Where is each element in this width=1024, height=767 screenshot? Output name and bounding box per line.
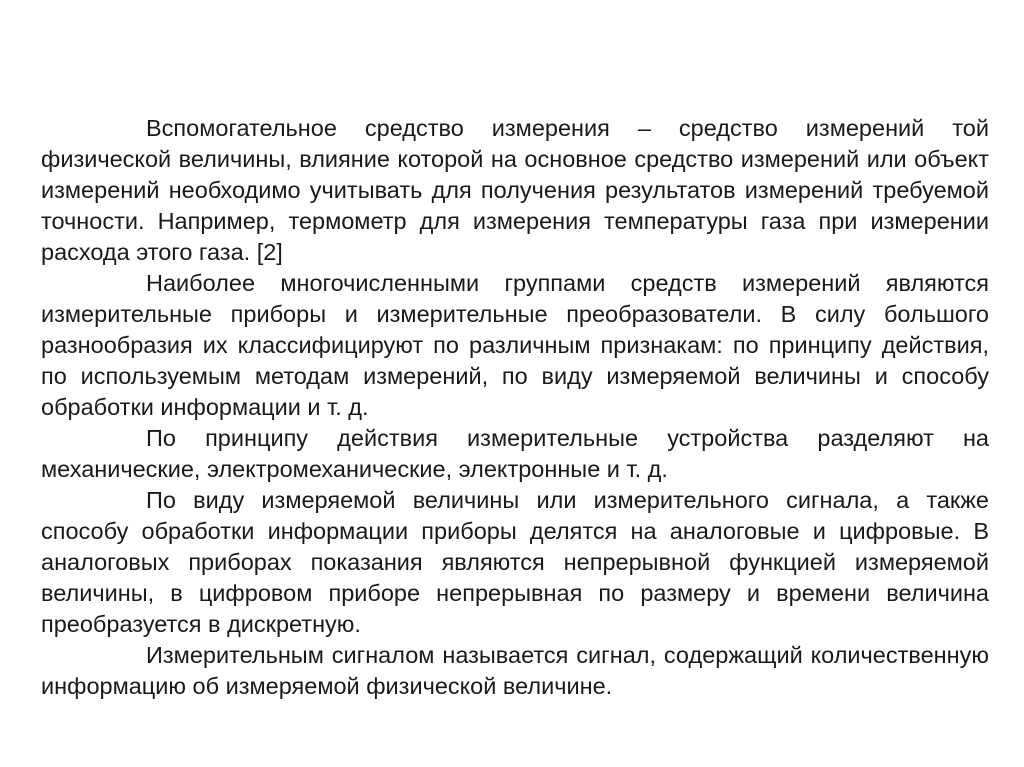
- paragraph-operating-principle: По принципу действия измерительные устройства разделяют на механические, электромеханические, электронные и т. д.: [41, 425, 989, 482]
- paragraph-analog-digital: По виду измеряемой величины или измерительного сигнала, а также способу обработки информации приборы делятся на аналоговые и цифровые. В аналоговых приборах показания являются непрерывной функцией измеряемой величины, в цифровом приборе непрерывная по размеру и времени величина преобразуется в дискретную.: [41, 487, 989, 637]
- paragraph-auxiliary-measuring-instrument: Вспомогательное средство измерения – средство измерений той физической величины, влияние которой на основное средство измерений или объект измерений необходимо учитывать для получения результатов измерений требуемой точности. Например, термометр для измерения температуры газа при измерении расхода этого газа. [2]: [41, 115, 989, 265]
- slide-text-block: [41, 113, 989, 702]
- paragraph-measuring-instrument-groups: Наиболее многочисленными группами средств измерений являются измерительные приборы и измерительные преобразователи. В силу большого разнообразия их классифицируют по различным признакам: по принципу действия, по используемым методам измерений, по виду измеряемой величины и способу обработки информации и т. д.: [41, 270, 989, 420]
- paragraph-measuring-signal: Измерительным сигналом называется сигнал, содержащий количественную информацию об измеряемой физической величине.: [41, 642, 989, 699]
